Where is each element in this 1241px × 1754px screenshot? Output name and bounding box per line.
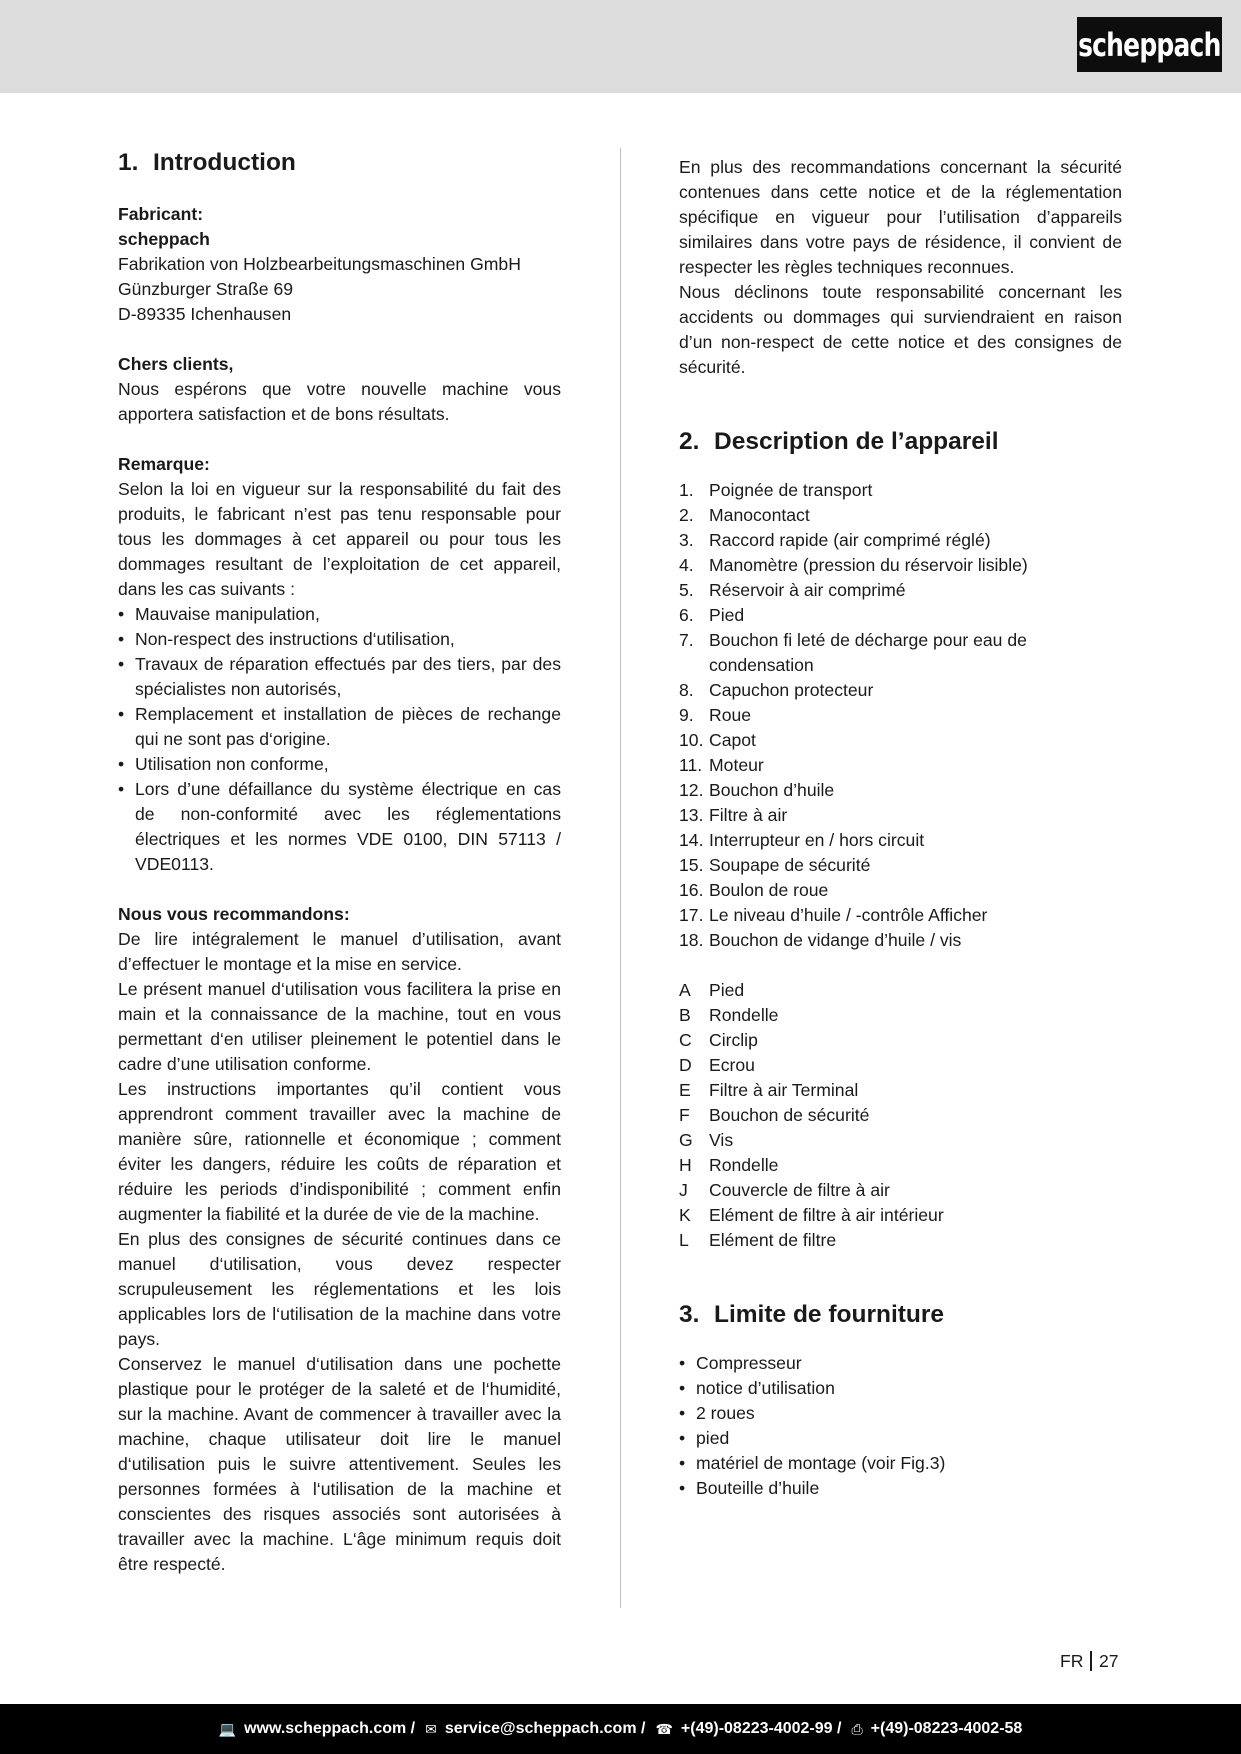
address-line: D-89335 Ichenhausen bbox=[118, 304, 292, 324]
header-band bbox=[0, 0, 1241, 93]
dear-clients-text: Nous espérons que votre nouvelle machine vous apportera satisfaction et de bons résultats. bbox=[118, 379, 561, 424]
list-item: E Filtre à air Terminal bbox=[679, 1080, 859, 1100]
list-item: C Circlip bbox=[679, 1030, 758, 1050]
scheppach-logo: scheppach bbox=[1077, 17, 1222, 72]
list-item: • pied bbox=[679, 1426, 1122, 1451]
recommend-label: Nous vous recommandons: bbox=[118, 904, 350, 924]
list-item: 7. Bouchon fi leté de décharge pour eau de condensation bbox=[679, 630, 1027, 675]
list-item: 6. Pied bbox=[679, 605, 745, 625]
list-item: F Bouchon de sécurité bbox=[679, 1105, 870, 1125]
footer-email[interactable]: service@scheppach.com / bbox=[444, 1720, 646, 1737]
list-item: G Vis bbox=[679, 1130, 734, 1150]
paragraph: Nous déclinons toute responsabilité concernant les accidents ou dommages qui surviendraient en raison d’un non-respect de cette notice et des consignes de sécurité. bbox=[679, 282, 1122, 377]
list-item: • notice d’utilisation bbox=[679, 1376, 1122, 1401]
list-item: 9. Roue bbox=[679, 705, 752, 725]
computer-icon: 💻 bbox=[218, 1720, 237, 1737]
paragraph: Le présent manuel d‘utilisation vous facilitera la prise en main et la connaissance de la machine, tout en vous permettant d‘en utiliser pleinement le potentiel dans le cadre d’une utilisation conforme. bbox=[118, 979, 561, 1074]
list-item: 4. Manomètre (pression du réservoir lisible) bbox=[679, 555, 1028, 575]
footer-phone: +(49)-08223-4002-99 / bbox=[680, 1720, 842, 1737]
list-item: • Non-respect des instructions d‘utilisation, bbox=[118, 627, 561, 652]
list-item: 5. Réservoir à air comprimé bbox=[679, 580, 906, 600]
list-item: 14. Interrupteur en / hors circuit bbox=[679, 830, 925, 850]
footer-fax: +(49)-08223-4002-58 bbox=[870, 1720, 1023, 1737]
paragraph: En plus des consignes de sécurité continues dans ce manuel d‘utilisation, vous devez respecter scrupuleusement les réglementations et les lois applicables lors de l‘utilisation de la machine dans votre pays. bbox=[118, 1229, 561, 1349]
paragraph: De lire intégralement le manuel d’utilisation, avant d’effectuer le montage et la mise en service. bbox=[118, 929, 561, 974]
list-item: 8. Capuchon protecteur bbox=[679, 680, 874, 700]
page-number: FR 27 bbox=[1060, 1651, 1119, 1671]
list-item: • Travaux de réparation effectués par des tiers, par des spécialistes non autorisés, bbox=[118, 652, 561, 702]
accessory-list bbox=[679, 978, 1122, 1253]
supply-list bbox=[679, 1351, 1122, 1501]
list-item: • Compresseur bbox=[679, 1351, 1122, 1376]
list-item: • Utilisation non conforme, bbox=[118, 752, 561, 777]
address-line: Fabrikation von Holzbearbeitungsmaschinen GmbH bbox=[118, 254, 521, 274]
manufacturer-name: scheppach bbox=[118, 229, 210, 249]
note-bullet-list bbox=[118, 602, 561, 877]
list-item: 15. Soupape de sécurité bbox=[679, 855, 871, 875]
list-item: 3. Raccord rapide (air comprimé réglé) bbox=[679, 530, 991, 550]
section-3-heading: 3. Limite de fourniture bbox=[679, 1301, 945, 1328]
column-divider bbox=[620, 148, 621, 1608]
section-1-heading: 1. Introduction bbox=[118, 149, 296, 176]
footer-website[interactable]: www.scheppach.com / bbox=[244, 1720, 416, 1737]
parts-list bbox=[679, 478, 1122, 953]
list-item: L Elément de filtre bbox=[679, 1230, 837, 1250]
right-column bbox=[679, 155, 1122, 1501]
list-item: K Elément de filtre à air intérieur bbox=[679, 1205, 944, 1225]
list-item: 18. Bouchon de vidange d’huile / vis bbox=[679, 930, 962, 950]
list-item: 12. Bouchon d’huile bbox=[679, 780, 835, 800]
list-item: J Couvercle de filtre à air bbox=[679, 1180, 890, 1200]
section-2-heading: 2. Description de l’appareil bbox=[679, 428, 999, 455]
list-item: H Rondelle bbox=[679, 1155, 779, 1175]
dear-clients-label: Chers clients, bbox=[118, 354, 234, 374]
footer-bar bbox=[0, 1704, 1241, 1754]
note-text: Selon la loi en vigueur sur la responsabilité du fait des produits, le fabricant n’est pas tenu responsable pour tous les dommages à cet appareil ou pour tous les dommages resultant de l’exploitation de cet appareil, dans les cas suivants : bbox=[118, 479, 561, 599]
list-item: • matériel de montage (voir Fig.3) bbox=[679, 1451, 1122, 1476]
list-item: • Bouteille d’huile bbox=[679, 1476, 1122, 1501]
address-line: Günzburger Straße 69 bbox=[118, 279, 294, 299]
list-item: • Lors d’une défaillance du système électrique en cas de non-conformité avec les réglementations électriques et les normes VDE 0100, DIN 57113 / VDE0113. bbox=[118, 777, 561, 877]
list-item: B Rondelle bbox=[679, 1005, 779, 1025]
left-column bbox=[118, 148, 561, 1577]
fax-icon: ⎙ bbox=[851, 1720, 863, 1737]
list-item: 10. Capot bbox=[679, 730, 756, 750]
phone-icon: ☎ bbox=[655, 1720, 673, 1737]
paragraph: Conservez le manuel d‘utilisation dans une pochette plastique pour le protéger de la saleté et de l‘humidité, sur la machine. Avant de commencer à travailler avec la machine, chaque utilisateur doit lire le manuel d‘utilisation puis le suivre attentivement. Seules les personnes formées à l‘utilisation de la machine et conscientes des risques associés sont autorisées à travailler avec la machine. L‘âge minimum requis doit être respecté. bbox=[118, 1354, 561, 1574]
list-item: 11. Moteur bbox=[679, 755, 764, 775]
list-item: 16. Boulon de roue bbox=[679, 880, 829, 900]
list-item: 1. Poignée de transport bbox=[679, 480, 873, 500]
list-item: • 2 roues bbox=[679, 1401, 1122, 1426]
list-item: 13. Filtre à air bbox=[679, 805, 788, 825]
list-item: 2. Manocontact bbox=[679, 505, 810, 525]
paragraph: Les instructions importantes qu’il contient vous apprendront comment travailler avec la machine de manière sûre, rationnelle et économique ; comment éviter les dangers, réduire les coûts de réparation et réduire les periods d’indisponibilité ; comment enfin augmenter la fiabilité et la durée de vie de la machine. bbox=[118, 1079, 561, 1224]
list-item: A Pied bbox=[679, 980, 745, 1000]
paragraph: En plus des recommandations concernant la sécurité contenues dans cette notice et de la réglementation spécifique en vigueur pour l’utilisation d’appareils similaires dans votre pays de résidence, il convient de respecter les règles techniques reconnues. bbox=[679, 157, 1122, 277]
list-item: 17. Le niveau d’huile / -contrôle Afficher bbox=[679, 905, 988, 925]
email-icon: ✉ bbox=[425, 1720, 437, 1737]
list-item: • Mauvaise manipulation, bbox=[118, 602, 561, 627]
note-label: Remarque: bbox=[118, 454, 210, 474]
list-item: D Ecrou bbox=[679, 1055, 755, 1075]
list-item: • Remplacement et installation de pièces de rechange qui ne sont pas d‘origine. bbox=[118, 702, 561, 752]
manufacturer-label: Fabricant: bbox=[118, 204, 204, 224]
